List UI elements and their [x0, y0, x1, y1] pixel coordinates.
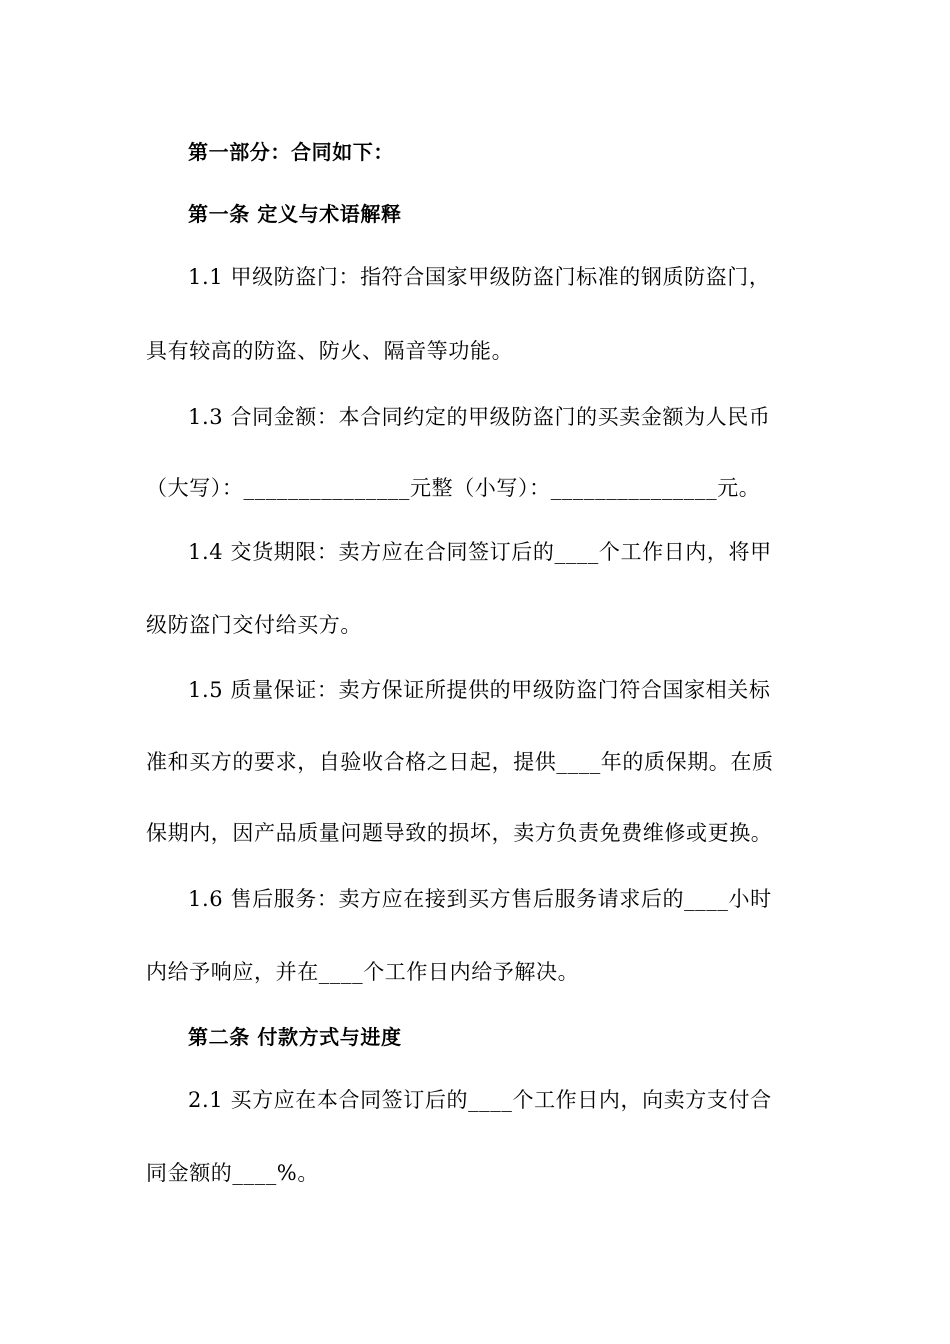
clause-1-3-line-1: 1.3 合同金额：本合同约定的甲级防盗门的买卖金额为人民币	[188, 405, 771, 429]
clause-1-4-line-1: 1.4 交货期限：卖方应在合同签订后的____个工作日内，将甲	[188, 540, 772, 564]
clause-1-5-line-1: 1.5 质量保证：卖方保证所提供的甲级防盗门符合国家相关标	[188, 678, 771, 702]
clause-1-5-line-2: 准和买方的要求，自验收合格之日起，提供____年的质保期。在质	[146, 750, 774, 774]
clause-1-6-line-1: 1.6 售后服务：卖方应在接到买方售后服务请求后的____小时	[188, 887, 772, 911]
clause-1-4-line-2: 级防盗门交付给买方。	[146, 613, 362, 637]
clause-1-1-line-2: 具有较高的防盗、防火、隔音等功能。	[146, 339, 514, 363]
article-2-title: 第二条 付款方式与进度	[188, 1025, 402, 1049]
clause-1-6-line-2: 内给予响应，并在____个工作日内给予解决。	[146, 960, 580, 984]
clause-1-5-line-3: 保期内，因产品质量问题导致的损坏，卖方负责免费维修或更换。	[146, 821, 773, 845]
clause-1-3-line-2: （大写）：_______________元整（小写）：_______________元。	[146, 476, 761, 500]
clause-2-1-line-1: 2.1 买方应在本合同签订后的____个工作日内，向卖方支付合	[188, 1088, 772, 1112]
clause-1-1-line-1: 1.1 甲级防盗门：指符合国家甲级防盗门标准的钢质防盗门，	[188, 265, 771, 289]
article-1-title: 第一条 定义与术语解释	[188, 202, 402, 226]
part-title: 第一部分：合同如下：	[188, 140, 394, 164]
clause-2-1-line-2: 同金额的____%。	[146, 1161, 319, 1185]
